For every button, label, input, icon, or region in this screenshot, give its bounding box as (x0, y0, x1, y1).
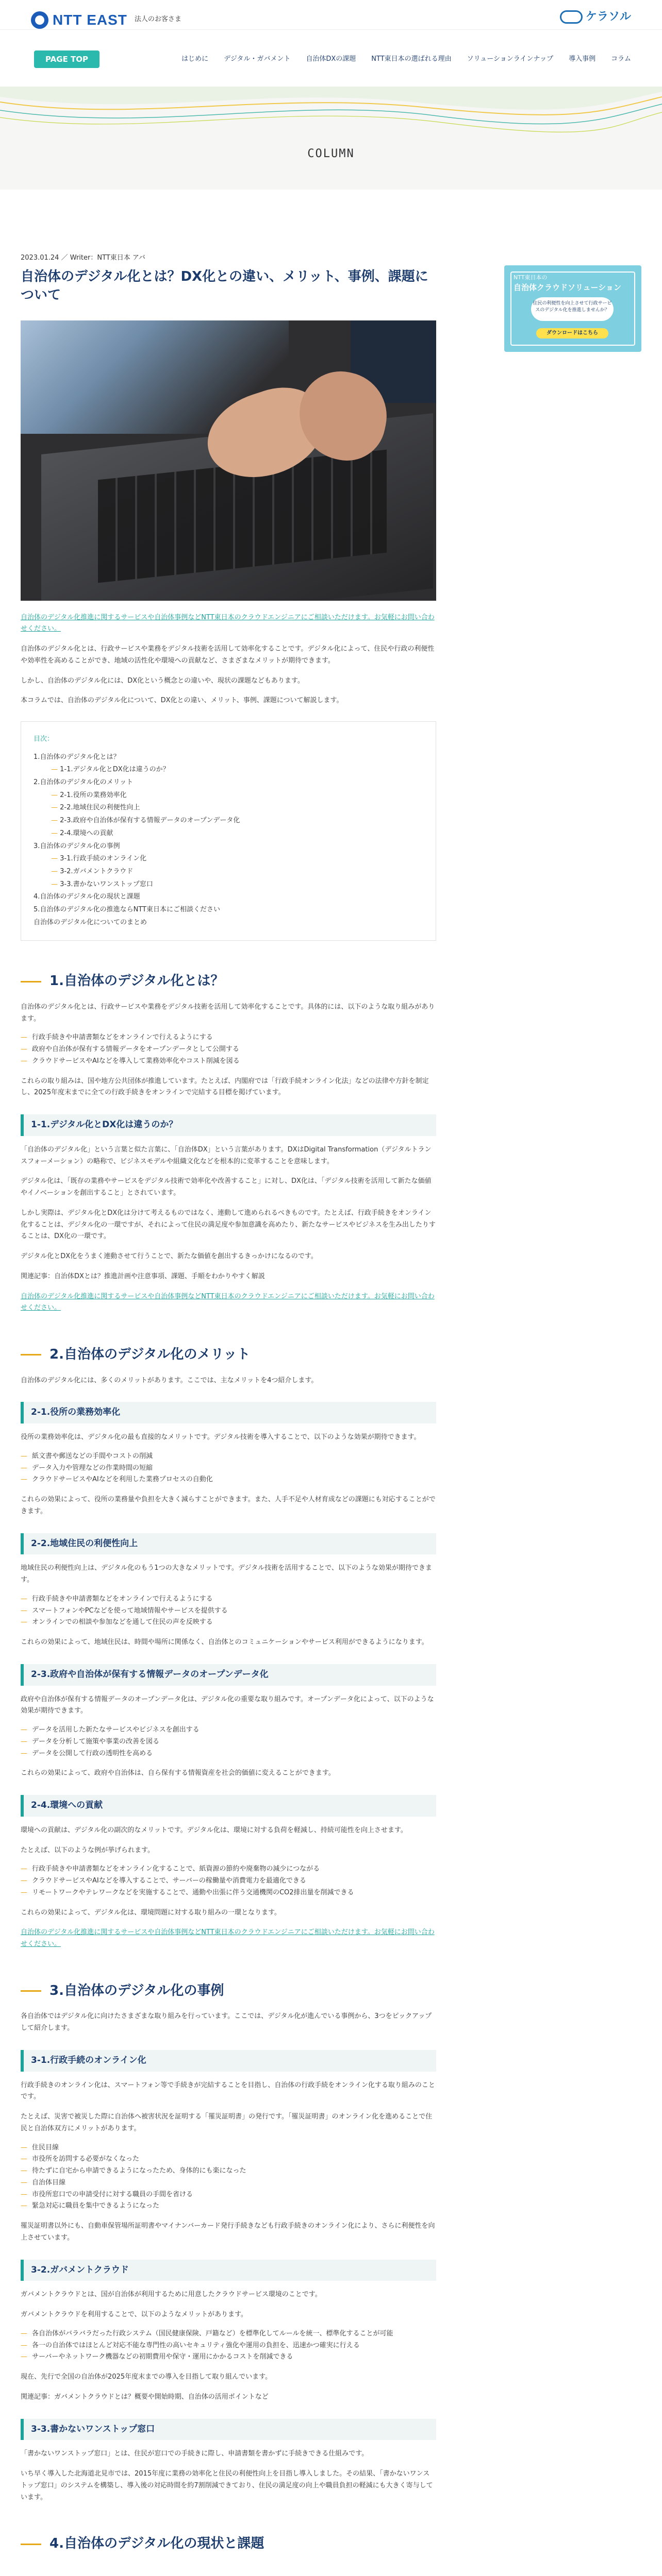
body-paragraph: 各自治体ではデジタル化に向けたさまざまな取り組みを行っています。ここでは、デジタル化が進んでいる事例から、3つをピックアップして紹介します。 (21, 2012, 432, 2032)
toc-item[interactable]: — 3-3.書かないワンストップ窓口 (34, 878, 423, 891)
body-paragraph: たとえば、災害で被災した際に自治体へ被害状況を証明する「罹災証明書」の発行です。「罹災証明書」のオンライン化を進めることで住民と自治体双方にメリットがあります。 (21, 2113, 433, 2132)
body-paragraph: いち早く導入した北海道北見市では、2015年度に業務の効率化と住民の利便性向上を目指し導入しました。その結果、「書かないワンストップ窓口」のシステムを構築し、導入後の対応時間を約7割削減できており、住民の満足度の向上や職員負担の軽減にも大きく寄与しています。 (21, 2470, 433, 2501)
list-item: — データを活用した新たなサービスやビジネスを創出する (21, 1724, 436, 1736)
article-sections (21, 970, 436, 2556)
heading-accent-bar (21, 981, 41, 982)
page-top-button[interactable]: PAGE TOP (34, 50, 100, 68)
brand-name: NTT EAST (53, 12, 127, 28)
intro-paragraph: 本コラムでは、自治体のデジタル化について、DX化との違い、メリット、事例、課題について解説します。 (21, 697, 343, 705)
heading-accent-bar (21, 1990, 41, 1992)
toc-item[interactable]: — 1-1.デジタル化とDX化は違うのか？ (34, 764, 423, 776)
subsection-heading: 2-4.環境への貢献 (21, 1795, 436, 1817)
contact-cta-link[interactable]: 自治体のデジタル化推進に関するサービスや自治体事例などNTT東日本のクラウドエンジニアにご相談いただけます。お気軽にお問い合わせください。 (21, 1292, 435, 1312)
global-nav (181, 54, 631, 65)
kerasol-logo[interactable] (560, 7, 631, 27)
toc-item[interactable]: — 2-3.政府や自治体が保有する情報データのオープンデータ化 (34, 815, 423, 827)
bullet-list (21, 1863, 436, 1899)
subsection-heading: 1-1.デジタル化とDX化は違うのか？ (21, 1114, 436, 1136)
toc-list (34, 751, 423, 929)
list-item: — オンラインでの相談や参加などを通して住民の声を反映する (21, 1617, 436, 1629)
contact-cta-link[interactable]: 自治体のデジタル化推進に関するサービスや自治体事例などNTT東日本のクラウドエンジニアにご相談いただけます。お気軽にお問い合わせください。 (21, 1928, 435, 1948)
section-heading (21, 1979, 436, 2003)
section-heading-text: 1.自治体のデジタル化とは？ (49, 973, 224, 989)
list-item: — 紙文書や郵送などの手間やコストの削減 (21, 1451, 436, 1463)
body-paragraph: 罹災証明書以外にも、自動車保管場所証明書やマイナンバーカード発行手続きなども行政手続きのオンライン化により、さらに利便性を向上させています。 (21, 2222, 435, 2242)
nav-link-5[interactable]: 導入事例 (569, 55, 596, 63)
list-item: — サーバーやネットワーク機器などの初期費用や保守・運用にかかるコストを削減できる (21, 2351, 436, 2363)
toc-item[interactable]: 3.自治体のデジタル化の事例 (34, 842, 120, 850)
body-paragraph: これらの効果によって、デジタル化は、環境問題に対する取り組みの一環となります。 (21, 1908, 281, 1917)
body-paragraph: ガバメントクラウドとは、国が自治体が利用するために用意したクラウドサービス環境のことです。 (21, 2291, 322, 2299)
nav-link-6[interactable]: コラム (611, 55, 631, 63)
toc-item[interactable]: 1.自治体のデジタル化とは？ (34, 753, 120, 761)
body-paragraph: 役所の業務効率化は、デジタル化の最も直接的なメリットです。デジタル技術を導入することで、以下のような効果が期待できます。 (21, 1433, 421, 1442)
cloud-icon (560, 10, 583, 24)
list-item: — 市役所を訪問する必要がなくなった (21, 2154, 436, 2165)
body-paragraph: これらの効果によって、政府や自治体は、自ら保有する情報資産を社会的価値に変えることができます。 (21, 1769, 335, 1777)
subsection-heading: 2-1.役所の業務効率化 (21, 1402, 436, 1423)
section-heading (21, 1343, 436, 1367)
list-item: — データを公開して行政の透明性を高める (21, 1748, 436, 1760)
heading-accent-bar (21, 2544, 41, 2545)
list-item: — 行政手続きや申請書類などをオンライン化することで、紙資源の節約や廃棄物の減少につながる (21, 1863, 436, 1875)
section-heading-text: 4.自治体のデジタル化の現状と課題 (49, 2536, 264, 2552)
list-item: — 政府や自治体が保有する情報データをオープンデータとして公開する (21, 1044, 436, 1056)
bullet-list (21, 2328, 436, 2363)
list-item: — データ入力や管理などの作業時間の短縮 (21, 1463, 436, 1475)
intro-paragraph: しかし、自治体のデジタル化には、DX化という概念との違いや、現状の課題などもあります。 (21, 676, 304, 685)
body-paragraph: 自治体のデジタル化には、多くのメリットがあります。ここでは、主なメリットを4つ紹介します。 (21, 1376, 318, 1384)
bullet-list (21, 1451, 436, 1486)
list-item: — スマートフォンやPCなどを使って地域情報やサービスを提供する (21, 1605, 436, 1617)
intro-paragraph: 自治体のデジタル化とは、行政サービスや業務をデジタル技術を活用して効率化することです。デジタル化によって、住民や行政の利便性や効率性を高めることができ、地域の活性化や環境への貢献など、さまざまなメリットが期待できます。 (21, 645, 435, 665)
body-paragraph: これらの効果によって、地域住民は、時間や場所に関係なく、自治体とのコミュニケーションやサービス利用ができるようになります。 (21, 1638, 428, 1647)
toc-item[interactable]: 2.自治体のデジタル化のメリット (34, 778, 134, 787)
list-item: — データを分析して施策や事業の改善を図る (21, 1736, 436, 1748)
sidebar-banner-title: 自治体クラウドソリューション (514, 283, 621, 292)
body-paragraph: 政府や自治体が保有する情報データのオープンデータ化は、デジタル化の重要な取り組みです。オープンデータ化によって、以下のような効果が期待できます。 (21, 1695, 434, 1715)
toc-item[interactable]: — 3-1.行政手続のオンライン化 (34, 853, 423, 866)
subsection-heading: 2-2.地域住民の利便性向上 (21, 1533, 436, 1555)
nav-link-3[interactable]: NTT東日本の選ばれる理由 (371, 55, 452, 63)
body-paragraph: たとえば、以下のような例が挙げられます。 (21, 1846, 154, 1854)
body-paragraph: これらの効果によって、役所の業務量や負担を大きく減らすことができます。また、人手不足や人材育成などの課題にも対応することができます。 (21, 1496, 436, 1515)
list-item: — 市役所窓口での申請受付に対する職員の手間を省ける (21, 2189, 436, 2201)
body-paragraph: 環境への貢献は、デジタル化の副次的なメリットです。デジタル化は、環境に対する負荷を軽減し、持続可能性を向上させます。 (21, 1826, 407, 1834)
section-heading-text: 2.自治体のデジタル化のメリット (49, 1347, 251, 1363)
body-paragraph: 自治体のデジタル化とは、行政サービスや業務をデジタル技術を活用して効率化することです。具体的には、以下のような取り組みがあります。 (21, 1003, 435, 1023)
article-meta: 2023.01.24 ／ Writer：NTT東日本 アバ (21, 254, 145, 262)
bullet-list (21, 1594, 436, 1629)
body-paragraph: 「書かないワンストップ窓口」とは、住民が窓口での手続きに際し、申請書類を書かずに手続きできる仕組みです。 (21, 2450, 369, 2458)
body-paragraph: これらの取り組みは、国や地方公共団体が推進しています。たとえば、内閣府では「行政手続オンライン化法」などの法律や方針を制定し、2025年度末までに全ての行政手続きをオンラインで完結する目標を掲げています。 (21, 1077, 429, 1097)
table-of-contents (21, 721, 436, 941)
body-paragraph: 地域住民の利便性向上は、デジタル化のもう1つの大きなメリットです。デジタル技術を活用することで、以下のような効果が期待できます。 (21, 1564, 432, 1584)
list-item: — 行政手続きや申請書類などをオンラインで行えるようにする (21, 1594, 436, 1605)
article-intro (21, 643, 436, 707)
body-paragraph: ガバメントクラウドを利用することで、以下のようなメリットがあります。 (21, 2311, 247, 2319)
sidebar-banner-kicker: NTT東日本の (514, 274, 548, 281)
body-paragraph: 関連記事：自治体DXとは？推進計画や注意事項、課題、手順をわかりやすく解説 (21, 1272, 265, 1280)
toc-item[interactable]: — 2-2.地域住民の利便性向上 (34, 802, 423, 815)
toc-item[interactable]: — 2-1.役所の業務効率化 (34, 789, 423, 802)
list-item: — 各一の自治体ではほとんど対応不能な専門性の高いセキュリティ強化や運用の負担を、迅速かつ確実に行える (21, 2340, 436, 2352)
article (21, 252, 436, 2556)
body-paragraph: デジタル化とDX化をうまく連動させて行うことで、新たな価値を創出するきっかけになるのです。 (21, 1252, 318, 1261)
list-item: — クラウドサービスやAIなどを利用した業務プロセスの自動化 (21, 1474, 436, 1486)
body-paragraph: 現在、先行で全国の自治体が2025年度末までの導入を目指して取り組んでいます。 (21, 2373, 272, 2381)
body-paragraph: しかし実際は、デジタル化とDX化は分けて考えるものではなく、連動して進められるべきものです。たとえば、行政手続きをオンライン化することは、デジタル化の一環ですが、それによって住民の満足度や参加意識を高めたり、新たなサービスやビジネスを生み出したりすることは、DX化の一環です。 (21, 1209, 436, 1241)
body-paragraph: デジタル化は、「既存の業務やサービスをデジタル技術で効率化や改善すること」に対し、DX化は、「デジタル技術を活用して新たな価値やイノベーションを創出すること」とされています。 (21, 1177, 432, 1197)
article-title: 自治体のデジタル化とは？DX化との違い、メリット、事例、課題について (21, 268, 428, 303)
sidebar-download-button[interactable]: ダウンロードはこちら (536, 328, 608, 338)
subsection-heading: 3-2.ガバメントクラウド (21, 2260, 436, 2281)
sidebar-solution-banner[interactable] (504, 265, 641, 352)
list-item: — リモートワークやテレワークなどを実施することで、通勤や出張に伴う交通機関のCO2排出量を削減できる (21, 1887, 436, 1899)
heading-accent-bar (21, 1354, 41, 1355)
brand-subtitle: 法人のお客さま (134, 15, 181, 24)
toc-item[interactable]: 自治体のデジタル化についてのまとめ (34, 918, 147, 926)
bullet-list (21, 1724, 436, 1759)
bullet-list (21, 1032, 436, 1067)
toc-item[interactable]: — 3-2.ガバメントクラウド (34, 866, 423, 878)
toc-item[interactable]: 5.自治体のデジタル化の推進ならNTT東日本にご相談ください (34, 905, 221, 913)
body-paragraph: 関連記事：ガバメントクラウドとは？概要や開始時期、自治体の活用ポイントなど (21, 2393, 269, 2401)
section-heading (21, 970, 436, 993)
list-item: — クラウドサービスやAIなどを導入して業務効率化やコスト削減を図る (21, 1056, 436, 1067)
nav-link-4[interactable]: ソリューションラインナップ (467, 55, 554, 63)
subsection-heading: 3-1.行政手続のオンライン化 (21, 2050, 436, 2072)
kerasol-brand: ケラソル (585, 10, 631, 23)
list-item: — 自治体目線 (21, 2177, 436, 2189)
list-item: — クラウドサービスやAIなどを導入することで、サーバーの稼働量や消費電力を最適化できる (21, 1875, 436, 1887)
nav-link-0[interactable]: はじめに (181, 55, 209, 63)
list-item: — 各自治体がバラバラだった行政システム（国民健康保険、戸籍など）を標準化してルールを統一、標準化することが可能 (21, 2328, 436, 2340)
section-heading (21, 2532, 436, 2556)
list-item: — 待たずに自宅から申請できるようになったため、身体的にも楽になった (21, 2165, 436, 2177)
section-heading-text: 3.自治体のデジタル化の事例 (49, 1982, 224, 1998)
body-paragraph: 行政手続きのオンライン化は、スマートフォン等で手続きが完結することを目指し、自治体の行政手続をオンライン化する取り組みのことです。 (21, 2081, 435, 2101)
subsection-heading: 2-3.政府や自治体が保有する情報データのオープンデータ化 (21, 1664, 436, 1686)
subsection-heading: 3-3.書かないワンストップ窓口 (21, 2419, 436, 2441)
nav-link-2[interactable]: 自治体DXの課題 (306, 55, 356, 63)
body-paragraph: 「自治体のデジタル化」という言葉と似た言葉に、「自治体DX」という言葉があります。DXはDigital Transformation（デジタルトランスフォーメーション）の略称で、ビジネスモデルや組織文化などを根本的に変革することを意味します。 (21, 1145, 432, 1165)
column-banner (0, 87, 662, 190)
bullet-list (21, 2142, 436, 2213)
banner-title: COLUMN (307, 147, 355, 160)
site-header (0, 0, 662, 30)
nav-link-1[interactable]: デジタル・ガバメント (224, 55, 291, 63)
banner-wave-decoration (0, 87, 662, 190)
contact-cta-link[interactable]: 自治体のデジタル化推進に関するサービスや自治体事例などNTT東日本のクラウドエンジニアにご相談いただけます。お気軽にお問い合わせください。 (21, 613, 435, 633)
toc-item[interactable]: — 2-4.環境への貢献 (34, 827, 423, 840)
list-item: — 緊急対応に職員を集中できるようになった (21, 2200, 436, 2212)
ntt-east-logo[interactable] (31, 7, 181, 32)
toc-title: 目次： (34, 735, 54, 743)
toc-item[interactable]: 4.自治体のデジタル化の現状と課題 (34, 893, 140, 901)
list-item: — 行政手続きや申請書類などをオンラインで行えるようにする (21, 1032, 436, 1044)
list-item: — 住民目線 (21, 2142, 436, 2154)
ntt-logo-icon (31, 11, 48, 29)
hero-image-laptop-typing (21, 320, 436, 601)
nav-row (0, 30, 662, 87)
sidebar-banner-text: 住民の利便性を向上させて行政サービスのデジタル化を推進しませんか？ (531, 297, 614, 321)
